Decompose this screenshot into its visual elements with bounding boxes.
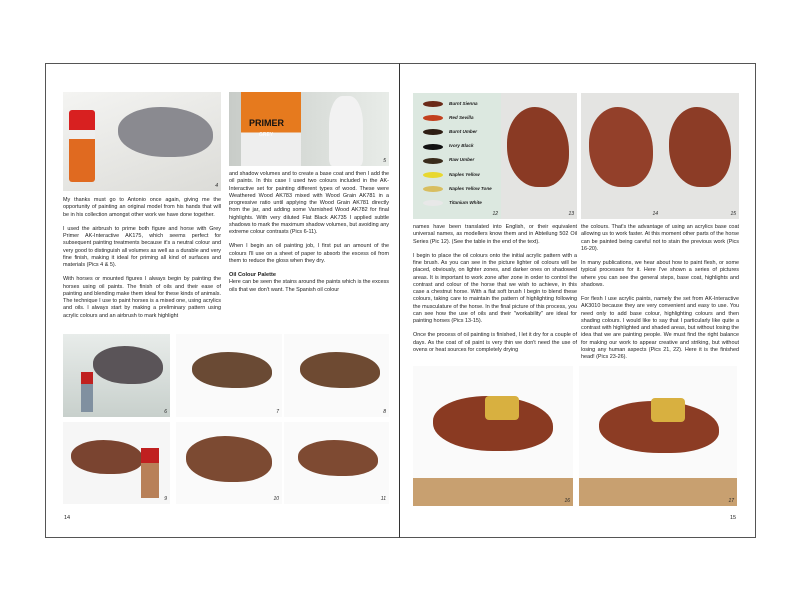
photo-7: 7 (176, 334, 282, 417)
paint-label: Ivory Black (449, 143, 474, 149)
paint-swatch (423, 144, 443, 150)
horse (298, 440, 378, 476)
photo-11: 11 (284, 422, 389, 504)
photo-13: 13 (501, 93, 577, 219)
paint-swatch (423, 115, 443, 121)
saddle (485, 396, 519, 420)
photo-10: 10 (176, 422, 282, 504)
pic-number: 5 (383, 158, 386, 164)
white-figure (329, 96, 363, 166)
photo-primer-grey-horse (63, 92, 221, 191)
paint-label: Naples Yellow Tone (449, 185, 492, 191)
photo-primer-figure (229, 92, 389, 166)
photo-9: 9 (63, 422, 170, 504)
section-heading: Oil Colour Palette (229, 272, 276, 278)
text-column-1: names have been translated into English, or their equivalent universal names, as modellers know them and in Abteilung 502 Oil Series (Pic 12). (See the table in the end of the text). I begin to place the oil colours onto the initial acrylic pattern with a fine brush. As you can see in the picture lighter oil colours will be placed, obviously, on lighter zones, and darker ones on shadowed areas. It is important to work zone after zone in order to control the contrast and colour of the horse that we wish to achieve, in this case a chestnut horse. With a flat soft brush I begin to blend these colours, taking care to maintain the pattern of highlighting following the musculature of the horse. In the final picture of this process, you can see how the use of oils and their "workability" are ideal for painting horses (Pics 13-15). Once the process of oil painting is finished, I let it dry for a couple of days. As the coat of oil paint is very thin we don't need the use of ovens or heat sources for completely drying (413, 224, 577, 353)
paint-swatch (423, 129, 443, 135)
paint-swatch (423, 186, 443, 192)
paint-bottle (81, 372, 93, 412)
photo-oil-palette: Burnt Sienna Red Sevilla Burnt Umber Ivory Black Raw Umber Naples Yellow Naples Yellow Tone Titanium White 12 (413, 93, 501, 219)
page-number: 14 (64, 515, 71, 521)
pic-number: 4 (215, 183, 218, 189)
page-number: 15 (730, 515, 737, 521)
photo-6: 6 (63, 334, 170, 417)
paint-label: Titanium White (449, 199, 482, 205)
horse (300, 352, 380, 388)
text-column-2: and shadow volumes and to create a base coat and then I add the oil paints. In this case I used two colours included in the AK-Interactive set for painting different types of wood. These were Weathered Wood AK783 mixed with Wood Grain AK781 in a progressive ratio until applying the Wood Grain AK781 directly from the jar, and adding some Varnished Wood AK782 for final highlights. With very diluted Flat Black AK735 I applied subtle shadows to mark the maximum shadow volumes, but avoiding any extreme colour contrasts (Pics 6-11). When I begin an oil painting job, I first put an amount of the colours I'll use on a sheet of paper to absorb the excess oil from them to reduce the gloss when they dry. Oil Colour Palette Here can be seen the stains around the paints which is the excess oils that we don't want. The Spanish oil colour (229, 171, 389, 293)
primer-bottle (69, 110, 95, 182)
paint-swatch (423, 101, 443, 107)
horse (71, 440, 143, 474)
paint-swatch (423, 200, 443, 206)
photo-15: 15 (661, 93, 739, 219)
paint-label: Burnt Umber (449, 128, 478, 134)
left-page (45, 63, 400, 538)
paint-bottle (141, 448, 159, 498)
horse (507, 107, 569, 187)
photo-14: 14 (581, 93, 661, 219)
saddle (651, 398, 685, 422)
right-page (399, 63, 756, 538)
paint-swatch (423, 172, 443, 178)
grey-horse-figure (118, 107, 213, 157)
paint-label: Burnt Sienna (449, 100, 478, 106)
paint-label: Raw Umber (449, 157, 475, 163)
paint-label: Red Sevilla (449, 114, 474, 120)
horse (186, 436, 272, 482)
horse (589, 107, 653, 187)
paint-label: Naples Yellow (449, 171, 480, 177)
photo-17: 17 (579, 366, 737, 506)
text-column-1: My thanks must go to Antonio once again, giving me the opportunity of painting an original model from his hands that will be in his collection amongst other work we have done together. I used the airbrush to prime both figure and horse with Grey Primer AK-Interactive AK175, which seems perfect for subsequent painting treatments because it's a neutral colour and very good to distinguish all volumes as well as a durable and very fine finish, making it ideal for priming all kind of surfaces and materials (Pics 4 & 5). With horses or mounted figures I always begin by painting the horses using oil paints. The finish of oils and their ease of painting and blending make them ideal for these kinds of animals. The technique I use to paint horses is a mixed one, using acrylics and oils. I always start by making a preliminary pattern using acrylic colours and an airbrush to mark highlight (63, 197, 221, 319)
text-column-2: the colours. That's the advantage of using an acrylics base coat allowing us to work faster. At this moment other parts of the horse can be painted being careful not to stain the previous work (Pics 16-20). In many publications, we hear about how to paint flesh, or some typical processes for it. Here I've shown a series of pictures where you can see the general steps, base coat, highlights and shadows. For flesh I use acrylic paints, namely the set from AK-Interactive AK3010 because they are very convenient and easy to use. You need only to add base colour, highlighting colours and then shading colours. I would like to say that I particularly like quite a contrast with highlighted and shaded areas, but without losing the idea that we are painting people. We must find the right balance for making our work to appear creative and striking, but without losing any human aspects (Pics 21, 22). Here it is the finished head! (Pics 23-26). (581, 224, 739, 360)
horse (669, 107, 731, 187)
photo-16: 16 (413, 366, 573, 506)
horse (93, 346, 163, 384)
horse (192, 352, 272, 388)
paint-swatch (423, 158, 443, 164)
photo-8: 8 (284, 334, 389, 417)
primer-can: PRIMER GREY (241, 92, 301, 166)
